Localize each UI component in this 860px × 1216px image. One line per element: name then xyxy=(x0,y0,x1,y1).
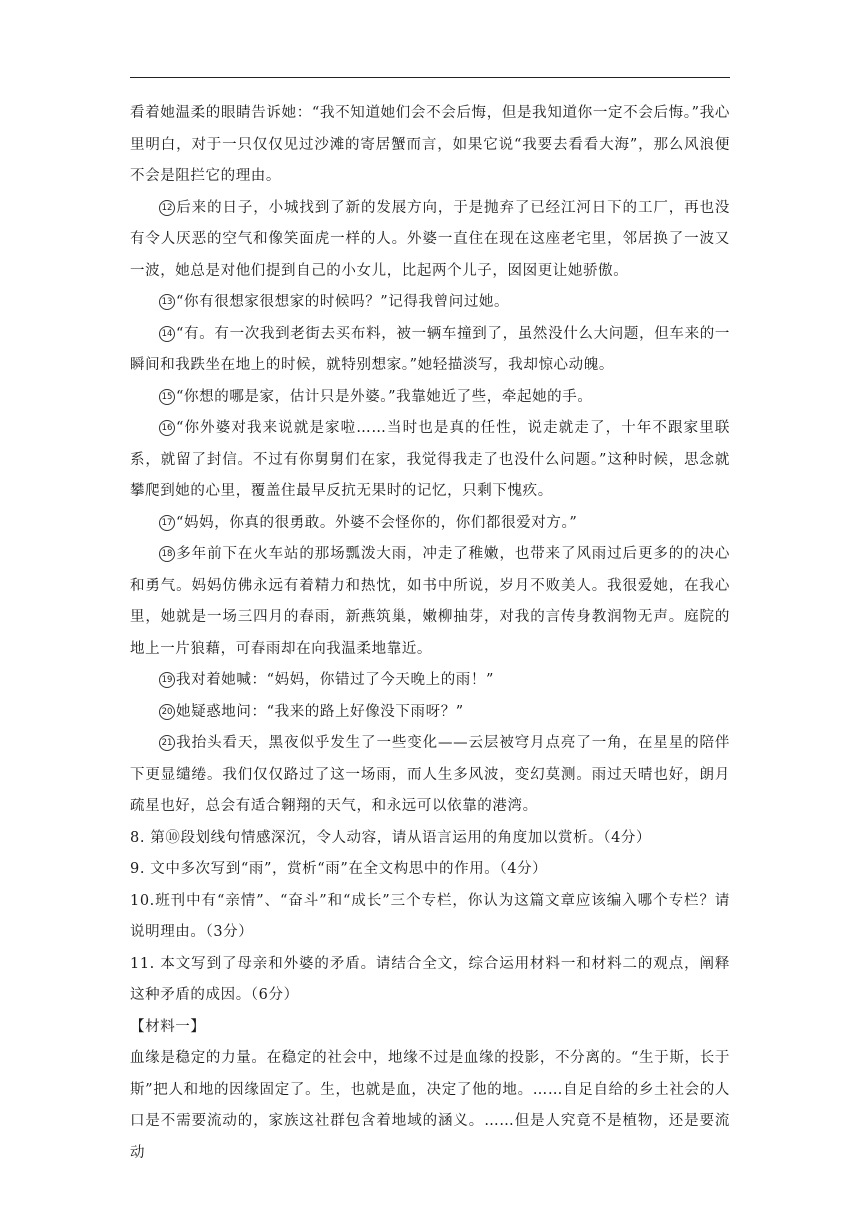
paragraph-text: “你想的哪是家，估计只是外婆。”我靠她近了些，牵起她的手。 xyxy=(176,388,593,405)
paragraph-number: 13 xyxy=(159,294,175,310)
question-10: 10.班刊中有“亲情”、“奋斗”和“成长”三个专栏，你认为这篇文章应该编入哪个专栏？请说明理由。（3分） xyxy=(130,892,730,940)
paragraph-15 xyxy=(130,382,730,414)
paragraph-text: 后来的日子，小城找到了新的发展方向，于是抛弃了已经江河日下的工厂，再也没有令人厌恶的空气和像笑面虎一样的人。外婆一直住在现在这座老宅里，邻居换了一波又一波，她总是对他们提到自己的小女儿，比起两个儿子，囡囡更让她骄傲。 xyxy=(130,199,730,279)
paragraph-text: 我抬头看天，黑夜似乎发生了一些变化——云层被穹月点亮了一角，在星星的陪伴下更显缱绻。我们仅仅路过了这一场雨，而人生多风波，变幻莫测。雨过天晴也好，朗月疏星也好，总会有适合翱翔的天气，和永远可以依靠的港湾。 xyxy=(130,735,730,814)
question-8: 8. 第⑩段划线句情感深沉，令人动容，请从语言运用的角度加以赏析。（4分） xyxy=(130,829,652,846)
paragraph-text: 我对着她喊：“妈妈，你错过了今天晚上的雨！” xyxy=(176,672,495,688)
paragraph-18 xyxy=(130,539,730,665)
paragraph-text: “你外婆对我来说就是家啦……当时也是真的任性，说走就走了，十年不跟家里联系，就留了封信。不过有你舅舅们在家，我觉得我走了也没什么问题。”这种时候，思念就攀爬到她的心里，覆盖住最早反抗无果时的记忆，只剩下愧疚。 xyxy=(130,420,730,499)
paragraph-21 xyxy=(130,728,730,823)
material-one-heading: 【材料一】 xyxy=(130,1018,206,1035)
paragraph-text: 多年前下在火车站的那场瓢泼大雨，冲走了稚嫩，也带来了风雨过后更多的的决心和勇气。妈妈仿佛永远有着精力和热忱，如书中所说，岁月不败美人。我很爱她，在我心里，她就是一场三四月的春雨，新燕筑巢，嫩柳抽芽，对我的言传身教润物无声。庭院的地上一片狼藉，可春雨却在向我温柔地靠近。 xyxy=(130,546,730,657)
paragraph-text: 她疑惑地问：“我来的路上好像没下雨呀？” xyxy=(176,703,464,720)
material-one-text: 血缘是稳定的力量。在稳定的社会中，地缘不过是血缘的投影，不分离的。“生于斯，长于斯”把人和地的因缘固定了。生，也就是血，决定了他的地。……自足自给的乡土社会的人口是不需要流动的，家族这社群包含着地域的涵义。……但是人究竟不是植物，还是要流动 xyxy=(130,1050,730,1161)
paragraph-11-continued xyxy=(130,98,730,193)
header-rule xyxy=(130,77,730,78)
document-body xyxy=(130,98,730,1169)
paragraph-text: “妈妈，你真的很勇敢。外婆不会怪你的，你们都很爱对方。” xyxy=(176,514,578,531)
paragraph-number: 19 xyxy=(159,672,175,688)
paragraph-12 xyxy=(130,193,730,288)
paragraph-number: 21 xyxy=(159,735,175,751)
paragraph-number: 12 xyxy=(159,200,175,216)
paragraph-text: “你有很想家很想家的时候吗？”记得我曾问过她。 xyxy=(176,294,510,310)
paragraph-number: 20 xyxy=(159,704,175,720)
paragraph-number: 15 xyxy=(159,389,175,405)
paragraph-17 xyxy=(130,508,730,540)
paragraph-13 xyxy=(130,287,730,319)
paragraph-20 xyxy=(130,697,730,729)
paragraph-19 xyxy=(130,665,730,697)
paragraph-number: 16 xyxy=(159,420,175,436)
question-9: 9. 文中多次写到“雨”，赏析“雨”在全文构思中的作用。（4分） xyxy=(130,861,548,877)
paragraph-14 xyxy=(130,319,730,382)
paragraph-16 xyxy=(130,413,730,508)
question-11: 11. 本文写到了母亲和外婆的矛盾。请结合全文，综合运用材料一和材料二的观点，阐释这种矛盾的成因。（6分） xyxy=(130,955,730,1003)
paragraph-text: “有。有一次我到老街去买布料，被一辆车撞到了，虽然没什么大问题，但车来的一瞬间和我跌坐在地上的时候，就特别想家。”她轻描淡写，我却惊心动魄。 xyxy=(130,325,730,373)
paragraph-number: 14 xyxy=(159,326,175,342)
paragraph-number: 18 xyxy=(159,546,175,562)
paragraph-number: 17 xyxy=(159,515,175,531)
paragraph-text: 看着她温柔的眼睛告诉她：“我不知道她们会不会后悔，但是我知道你一定不会后悔。”我心里明白，对于一只仅仅见过沙滩的寄居蟹而言，如果它说“我要去看看大海”，那么风浪便不会是阻拦它的理由。 xyxy=(130,105,730,184)
